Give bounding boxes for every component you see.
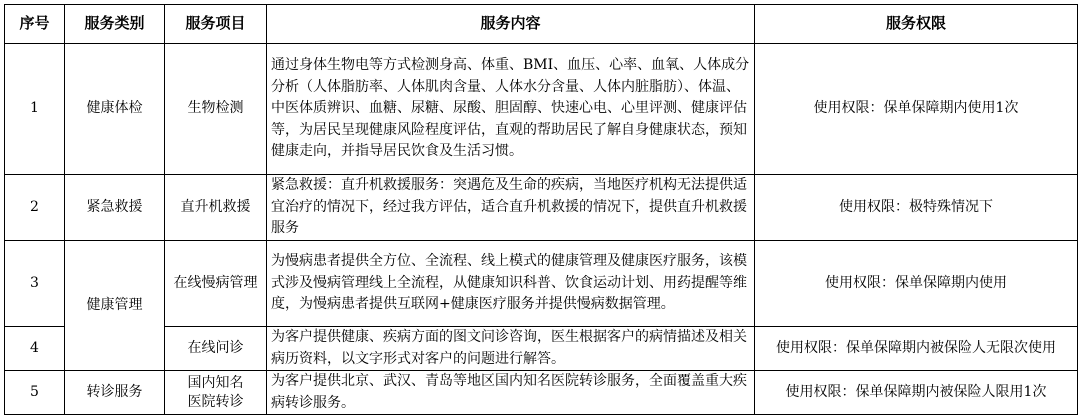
header-index: 序号	[5, 5, 65, 44]
table-row	[5, 175, 1078, 241]
header-row	[5, 5, 1078, 44]
row-content: 为慢病患者提供全方位、全流程、线上模式的健康管理及健康医疗服务，该模式涉及慢病管理线上全流程，从健康知识科普、饮食运动计划、用药提醒等维度，为慢病患者提供互联网+健康医疗服务并提供慢病数据管理。	[267, 241, 755, 327]
table-row	[5, 241, 1078, 327]
row-item: 在线问诊	[165, 327, 267, 371]
row-rights: 使用权限：保单保障期内使用1次	[755, 44, 1078, 175]
row-content: 紧急救援：直升机救援服务：突遇危及生命的疾病，当地医疗机构无法提供适宜治疗的情况下，经过我方评估，适合直升机救援的情况下，提供直升机救援服务	[267, 175, 755, 241]
row-item	[165, 371, 267, 415]
row-content: 为客户提供健康、疾病方面的图文问诊咨询，医生根据客户的病情描述及相关病历资料，以文字形式对客户的问题进行解答。	[267, 327, 755, 371]
row-rights: 使用权限：保单保障期内被保险人限用1次	[755, 371, 1078, 415]
row-index: 4	[5, 327, 65, 371]
row-rights: 使用权限：保单保障期内被保险人无限次使用	[755, 327, 1078, 371]
row-item: 生物检测	[165, 44, 267, 175]
table-row	[5, 371, 1078, 415]
table-row	[5, 327, 1078, 371]
row-index: 5	[5, 371, 65, 415]
header-item: 服务项目	[165, 5, 267, 44]
row-item-line2: 医院转诊	[187, 393, 244, 410]
row-content: 为客户提供北京、武汉、青岛等地区国内知名医院转诊服务，全面覆盖重大疾病转诊服务。	[267, 371, 755, 415]
row-rights: 使用权限：保单保障期内使用	[755, 241, 1078, 327]
header-category: 服务类别	[65, 5, 165, 44]
row-item-line1: 国内知名	[187, 374, 244, 391]
row-category: 健康管理	[65, 241, 165, 371]
service-table	[4, 4, 1078, 415]
header-content: 服务内容	[267, 5, 755, 44]
row-item: 在线慢病管理	[165, 241, 267, 327]
row-item: 直升机救援	[165, 175, 267, 241]
row-rights: 使用权限：极特殊情况下	[755, 175, 1078, 241]
row-category: 紧急救援	[65, 175, 165, 241]
row-index: 3	[5, 241, 65, 327]
row-index: 2	[5, 175, 65, 241]
header-rights: 服务权限	[755, 5, 1078, 44]
row-category: 健康体检	[65, 44, 165, 175]
table-row	[5, 44, 1078, 175]
row-category: 转诊服务	[65, 371, 165, 415]
row-content: 通过身体生物电等方式检测身高、体重、BMI、血压、心率、血氧、人体成分分析（人体脂肪率、人体肌肉含量、人体水分含量、人体内脏脂肪）、体温、中医体质辨识、血糖、尿糖、尿酸、胆固醇、快速心电、心里评测、健康评估等，为居民呈现健康风险程度评估，直观的帮助居民了解自身健康状态，预知健康走向，并指导居民饮食及生活习惯。	[267, 44, 755, 175]
row-index: 1	[5, 44, 65, 175]
